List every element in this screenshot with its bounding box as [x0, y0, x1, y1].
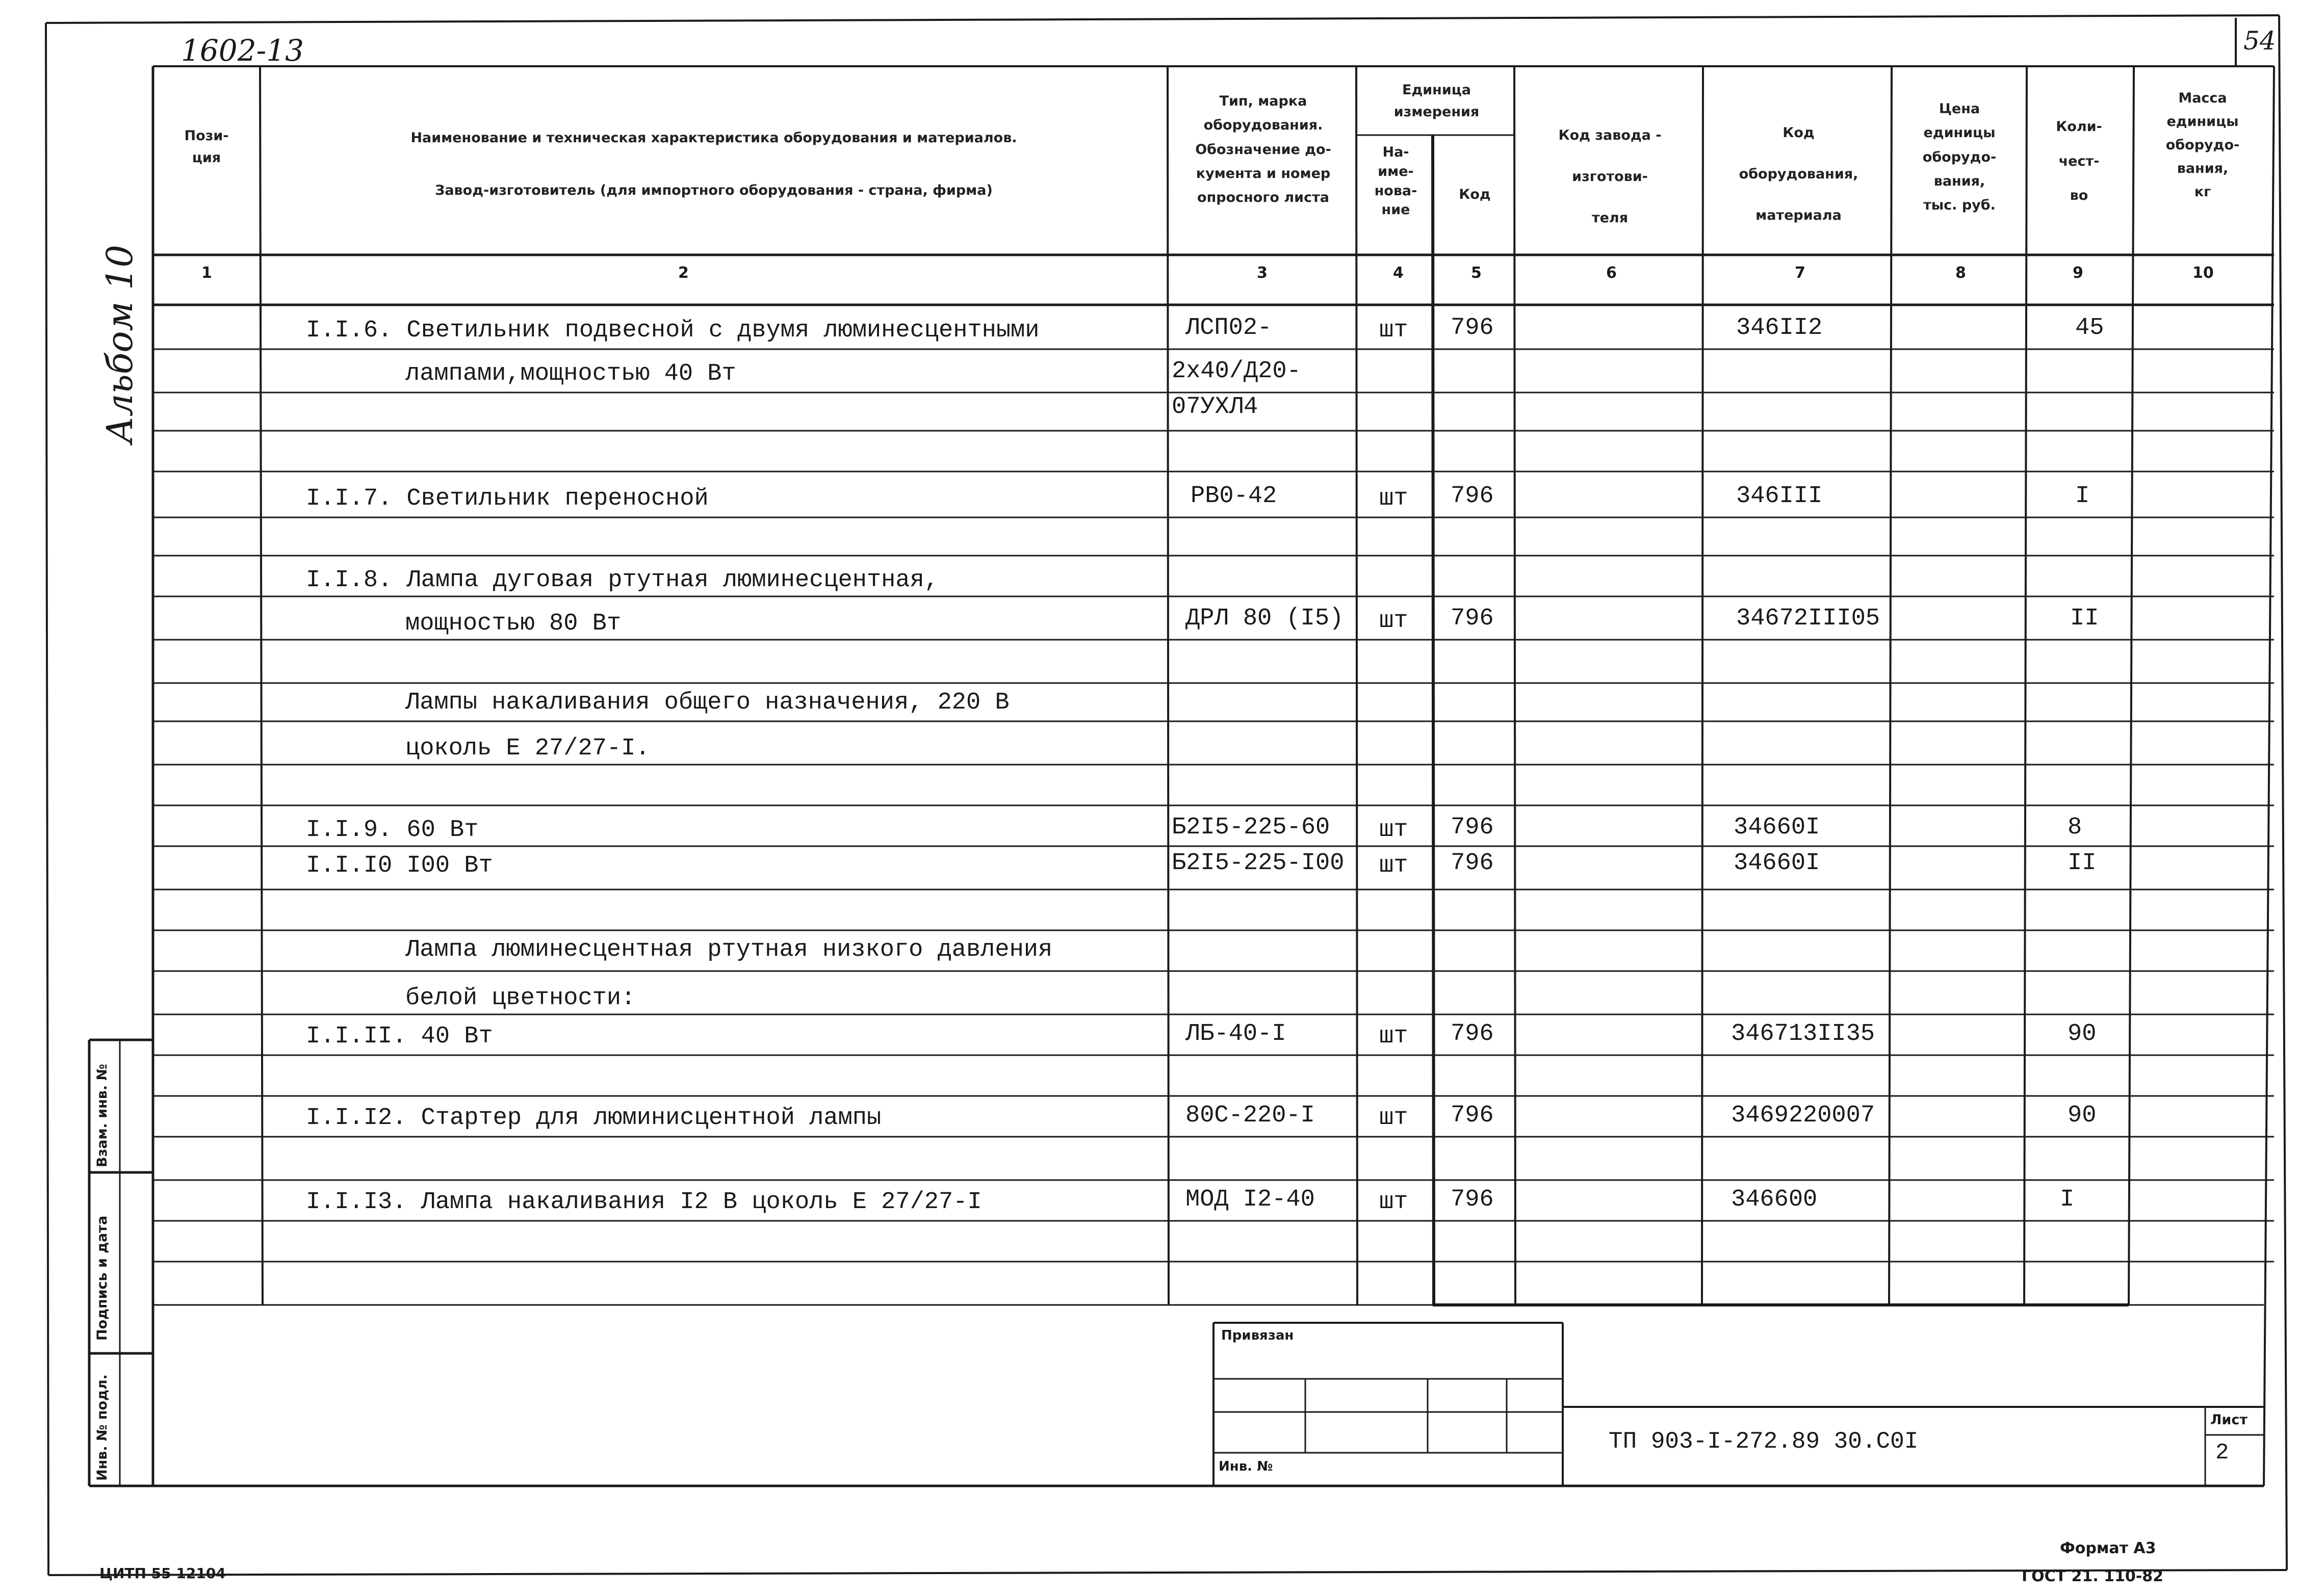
row-equip: 346II2 — [1736, 315, 1823, 342]
row-name: цоколь Е 27/27-I. — [405, 735, 650, 762]
row-unit: шт — [1379, 852, 1408, 879]
colnum-8: 8 — [1955, 264, 1966, 282]
row-equip: 346III — [1736, 483, 1823, 510]
row-type: ЛБ-40-I — [1185, 1021, 1286, 1048]
header-price: Цена единицы оборудо- вания, тыс. руб. — [1922, 101, 1997, 213]
row-type: 2x40/Д20- — [1172, 358, 1301, 385]
sheet-label: Лист — [2210, 1412, 2248, 1428]
row-type: МОД I2-40 — [1185, 1186, 1315, 1213]
row-equip: 34660I — [1734, 850, 1820, 877]
row-code: 796 — [1451, 814, 1494, 841]
row-name: лампами,мощностью 40 Вт — [405, 360, 736, 387]
header-unit-code: Код — [1459, 187, 1491, 202]
row-code: 796 — [1451, 1102, 1494, 1129]
header-unit-name: На- име- нова- ние — [1374, 144, 1417, 218]
row-name: I.I.II. 40 Вт — [306, 1023, 493, 1050]
row-qty: I — [2060, 1186, 2075, 1213]
row-equip: 34660I — [1734, 814, 1820, 841]
row-name: Лампа люминесцентная ртутная низкого давления — [405, 936, 1053, 963]
row-code: 796 — [1451, 605, 1494, 632]
row-name: I.I.I2. Стартер для люминисцентной лампы — [306, 1105, 882, 1132]
row-name: I.I.6. Светильник подвесной с двумя люминесцентными — [306, 317, 1040, 344]
row-equip: 34672III05 — [1736, 605, 1880, 632]
row-type: ДРЛ 80 (I5) — [1185, 605, 1344, 632]
header-qty: Коли- чест- во — [2056, 119, 2102, 203]
row-type: 07УХЛ4 — [1172, 394, 1258, 421]
row-unit: шт — [1379, 1189, 1408, 1216]
row-equip: 3469220007 — [1731, 1102, 1875, 1129]
sheet-number: 2 — [2215, 1440, 2229, 1466]
row-unit: шт — [1379, 317, 1408, 344]
row-name: I.I.I0 I00 Вт — [306, 852, 493, 879]
colnum-3: 3 — [1257, 264, 1268, 282]
row-code: 796 — [1451, 483, 1494, 510]
colnum-5: 5 — [1471, 264, 1482, 282]
row-name: мощностью 80 Вт — [405, 610, 622, 637]
row-type: 80С-220-I — [1185, 1102, 1315, 1129]
row-qty: 8 — [2068, 814, 2082, 841]
side-inv-podl: Инв. № подл. — [94, 1374, 110, 1481]
row-code: 796 — [1451, 850, 1494, 877]
row-type: Б2I5-225-60 — [1172, 814, 1330, 841]
row-code: 796 — [1451, 1021, 1494, 1048]
header-unit-group: Единица измерения — [1393, 82, 1480, 120]
row-unit: шт — [1379, 1023, 1408, 1050]
footer-format: Формат А3 — [2060, 1539, 2156, 1557]
row-unit: шт — [1379, 485, 1408, 512]
row-qty: II — [2068, 850, 2097, 877]
header-position: Пози- ция — [184, 128, 229, 166]
colnum-9: 9 — [2073, 264, 2083, 282]
header-equip-code: Код оборудования, материала — [1739, 125, 1858, 223]
row-code: 796 — [1451, 315, 1494, 342]
row-name: I.I.8. Лампа дуговая ртутная люминесцентная, — [306, 567, 939, 594]
colnum-6: 6 — [1606, 264, 1617, 282]
footer-citp: ЦИТП 55 12104 — [99, 1565, 226, 1582]
row-name: I.I.9. 60 Вт — [306, 817, 479, 844]
album-label: Альбом 10 — [99, 245, 141, 443]
doc-ref-handwritten: 1602-13 — [181, 33, 304, 68]
row-name: Лампы накаливания общего назначения, 220 В — [405, 689, 1010, 716]
header-name: Наименование и техническая характеристика оборудования и материалов. Завод-изготовитель (для импортного оборудования - страна, фирма) — [410, 130, 1017, 198]
row-type: ЛСП02- — [1185, 315, 1272, 342]
colnum-4: 4 — [1393, 264, 1404, 282]
row-equip: 346600 — [1731, 1186, 1818, 1213]
colnum-2: 2 — [678, 264, 689, 282]
stamp-inv-no: Инв. № — [1219, 1459, 1273, 1474]
side-sign-date: Подпись и дата — [94, 1215, 110, 1341]
row-qty: I — [2075, 483, 2090, 510]
colnum-10: 10 — [2192, 264, 2214, 282]
row-equip: 346713II35 — [1731, 1021, 1875, 1048]
row-unit: шт — [1379, 608, 1408, 635]
stamp-privyazan: Привязан — [1221, 1328, 1294, 1343]
row-unit: шт — [1379, 817, 1408, 844]
row-qty: 90 — [2068, 1021, 2097, 1048]
column-numbers — [0, 264, 2324, 295]
side-vzam-inv: Взам. инв. № — [94, 1063, 110, 1167]
page-mark: 54 — [2243, 26, 2276, 56]
colnum-1: 1 — [201, 264, 212, 282]
document-designation: ТП 903-I-272.89 30.С0I — [1609, 1428, 1919, 1455]
row-name: I.I.I3. Лампа накаливания I2 В цоколь Е 27/27-I — [306, 1189, 982, 1216]
row-qty: 45 — [2075, 315, 2104, 342]
header-type: Тип, марка оборудования. Обозначение до- кумента и номер опросного листа — [1195, 93, 1331, 205]
row-qty: II — [2070, 605, 2099, 632]
footer-gost: ГОСТ 21. 110-82 — [2022, 1567, 2163, 1585]
colnum-7: 7 — [1795, 264, 1805, 282]
row-qty: 90 — [2068, 1102, 2097, 1129]
row-unit: шт — [1379, 1105, 1408, 1132]
row-name: белой цветности: — [405, 985, 636, 1012]
row-code: 796 — [1451, 1186, 1494, 1213]
header-mass: Масса единицы оборудо- вания, кг — [2165, 90, 2240, 200]
row-name: I.I.7. Светильник переносной — [306, 485, 709, 512]
header-maker-code: Код завода - изготови- теля — [1558, 127, 1662, 226]
row-type: Б2I5-225-I00 — [1172, 850, 1345, 877]
row-type: РВ0-42 — [1191, 483, 1277, 510]
